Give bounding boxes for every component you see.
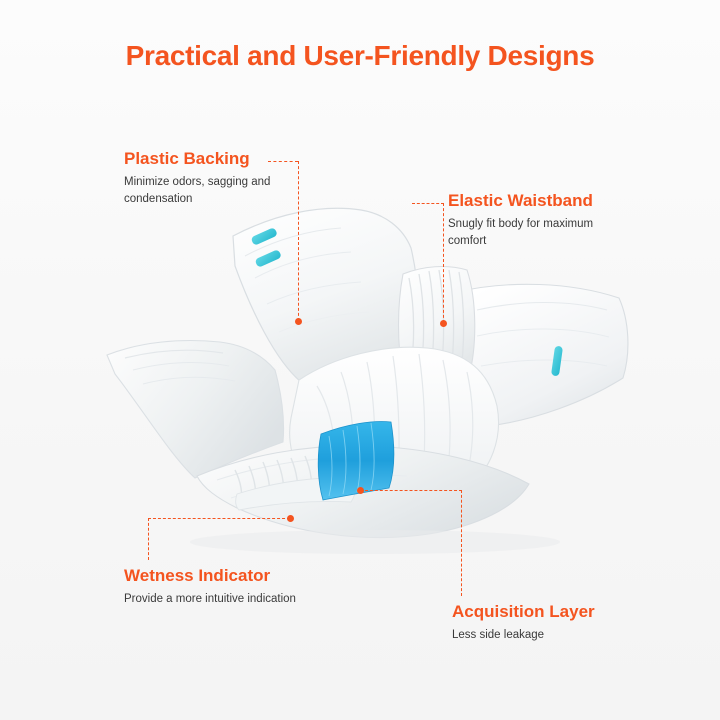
callout-elastic-waistband-title: Elastic Waistband: [448, 191, 593, 210]
leader-line-acquisition-layer-vertical: [461, 490, 462, 596]
callout-wetness-indicator-description: Provide a more intuitive indication: [124, 593, 296, 606]
callout-wetness-indicator: [124, 565, 296, 608]
leader-line-elastic-waistband-horizontal: [412, 203, 444, 204]
callout-plastic-backing: [124, 148, 299, 208]
product-shadow: [190, 530, 560, 554]
callout-plastic-backing-title: Plastic Backing: [124, 149, 250, 168]
callout-plastic-backing-description: Minimize odors, sagging and condensation: [124, 176, 271, 205]
leader-line-acquisition-layer-horizontal: [360, 490, 462, 491]
callout-elastic-waistband: [448, 190, 623, 250]
acquisition-layer-patch: [318, 422, 394, 501]
callout-elastic-waistband-description: Snugly fit body for maximum comfort: [448, 218, 594, 247]
leader-dot-elastic-waistband: [440, 320, 447, 327]
callout-acquisition-layer: [452, 601, 595, 644]
leader-line-wetness-indicator-vertical: [148, 518, 149, 560]
leader-dot-wetness-indicator: [287, 515, 294, 522]
callout-wetness-indicator-title: Wetness Indicator: [124, 566, 271, 585]
leader-dot-acquisition-layer: [357, 487, 364, 494]
callout-acquisition-layer-description: Less side leakage: [452, 629, 545, 642]
leader-dot-plastic-backing: [295, 318, 302, 325]
page-title: Practical and User-Friendly Designs: [125, 40, 595, 71]
leader-line-wetness-indicator-horizontal: [148, 518, 290, 519]
callout-acquisition-layer-title: Acquisition Layer: [452, 602, 595, 621]
leader-line-elastic-waistband-vertical: [443, 203, 444, 323]
